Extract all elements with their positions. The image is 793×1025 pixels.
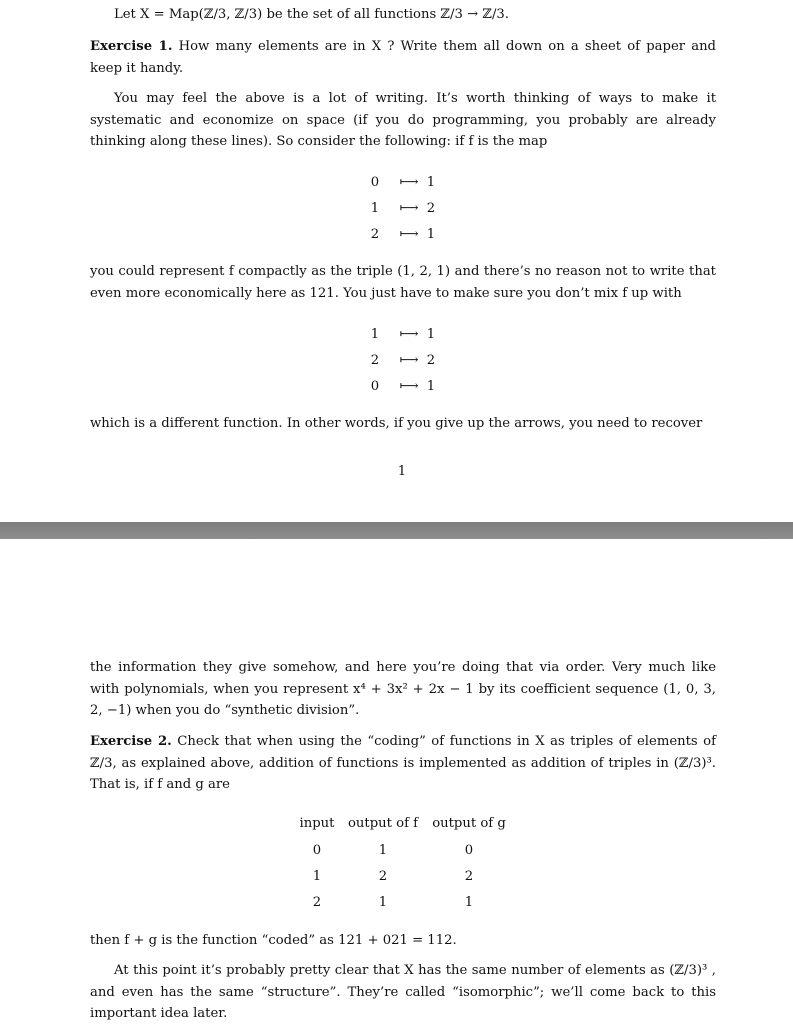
table-header-input: input bbox=[299, 816, 335, 831]
intro-line: Let X = Map(ℤ/3, ℤ/3) be the set of all functions ℤ/3 → ℤ/3. bbox=[114, 7, 509, 22]
exercise-1-text: How many elements are in X ? Write them all down on a sheet of paper and keep it handy. bbox=[90, 39, 716, 76]
exercise-1 bbox=[90, 36, 716, 79]
maps-to-arrow: ⟼ bbox=[399, 201, 419, 216]
table-cell: 0 bbox=[312, 843, 322, 858]
paragraph-triple: you could represent f compactly as the triple (1, 2, 1) and there’s no reason not to write that even more economically here as 121. You just have to make sure you don’t mix f up with bbox=[90, 264, 716, 301]
paragraph-systematic: You may feel the above is a lot of writing. It’s worth thinking of ways to make it systematic and economize on space (if you do programming, you probably are already thinking along these lines). So consider the following: if f is the map bbox=[90, 91, 716, 149]
table-cell: 0 bbox=[464, 843, 474, 858]
map-domain-value: 1 bbox=[370, 201, 380, 216]
maps-to-arrow: ⟼ bbox=[399, 379, 419, 394]
then-line: then f + g is the function “coded” as 121 + 021 = 112. bbox=[90, 933, 457, 948]
exercise-2-label: Exercise 2. bbox=[90, 734, 172, 749]
map-codomain-value: 2 bbox=[426, 201, 436, 216]
paragraph-isomorphic: At this point it’s probably pretty clear that X has the same number of elements as (ℤ/3)³ , and even has the same “structure”. They’re called “isomorphic”; we’ll come back to this important idea later. bbox=[90, 963, 716, 1021]
exercise-2-text: Check that when using the “coding” of functions in X as triples of elements of ℤ/3, as explained above, addition of functions is implemented as addition of triples in (ℤ/3)³. That is, if f and g are bbox=[90, 734, 716, 792]
table-header-output-f: output of f bbox=[347, 816, 419, 831]
table-cell: 2 bbox=[312, 895, 322, 910]
map-codomain-value: 1 bbox=[426, 175, 436, 190]
page-separator bbox=[0, 522, 793, 539]
paragraph-different-function: which is a different function. In other words, if you give up the arrows, you need to recover bbox=[90, 416, 703, 431]
map-domain-value: 2 bbox=[370, 353, 380, 368]
maps-to-arrow: ⟼ bbox=[399, 327, 419, 342]
map-codomain-value: 1 bbox=[426, 227, 436, 242]
table-cell: 2 bbox=[378, 869, 388, 884]
maps-to-arrow: ⟼ bbox=[399, 353, 419, 368]
exercise-2 bbox=[90, 731, 716, 796]
map-domain-value: 0 bbox=[370, 175, 380, 190]
exercise-1-label: Exercise 1. bbox=[90, 39, 173, 54]
table-cell: 2 bbox=[464, 869, 474, 884]
table-cell: 1 bbox=[378, 895, 388, 910]
map-domain-value: 1 bbox=[370, 327, 380, 342]
table-cell: 1 bbox=[312, 869, 322, 884]
map-codomain-value: 1 bbox=[426, 327, 436, 342]
map-domain-value: 0 bbox=[370, 379, 380, 394]
maps-to-arrow: ⟼ bbox=[399, 175, 419, 190]
table-header-output-g: output of g bbox=[432, 816, 506, 831]
maps-to-arrow: ⟼ bbox=[399, 227, 419, 242]
table-cell: 1 bbox=[464, 895, 474, 910]
page-number: 1 bbox=[397, 464, 407, 479]
table-cell: 1 bbox=[378, 843, 388, 858]
map-codomain-value: 2 bbox=[426, 353, 436, 368]
map-codomain-value: 1 bbox=[426, 379, 436, 394]
paragraph-information-order: the information they give somehow, and here you’re doing that via order. Very much like with polynomials, when you represent x⁴ + 3x² + 2x − 1 by its coefficient sequence (1, 0, 3, 2, −1) when you do “synthetic division”. bbox=[90, 660, 716, 718]
map-domain-value: 2 bbox=[370, 227, 380, 242]
